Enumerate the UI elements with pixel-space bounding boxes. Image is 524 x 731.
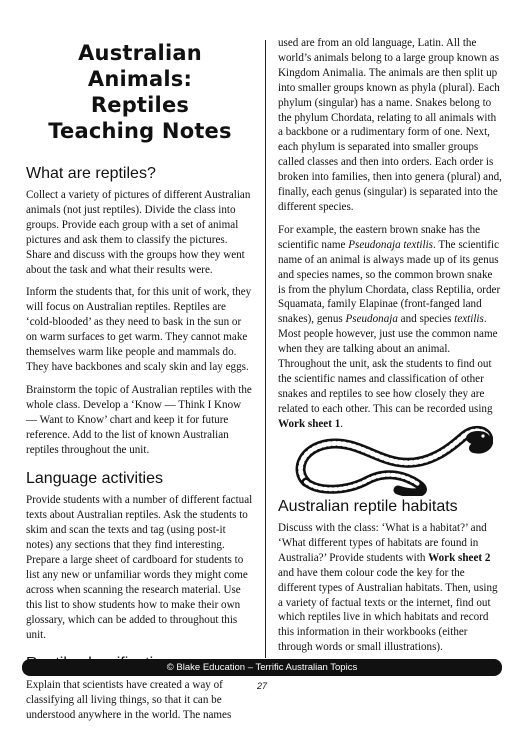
section-australian-reptile-habitats [278,497,502,663]
text-run: For example, the eastern brown snake has the scientific name [278,223,481,251]
paragraph [278,223,502,432]
paragraph: Explain that scientists have created a way of classifying all living things, so that it can be understood anywhere in the world. The names [26,679,232,722]
footer-bar [22,659,502,676]
section-language-activities [26,469,254,642]
left-column [26,0,254,731]
paragraph [278,521,502,655]
text-run: and species [397,313,455,326]
right-column [278,36,502,440]
heading-australian-reptile-habitats: Australian reptile habitats [278,498,458,515]
text-run: Discuss with the class: ‘What is a habitat?’ and ‘What different types of habitats are found in Australia?’ Provide students with [278,522,487,564]
section-what-are-reptiles [26,164,254,457]
paragraph: Inform the students that, for this unit of work, they will focus on Australian reptiles. Reptiles are ‘cold-blooded’ as they need to bask in the sun or on warm surfaces to get warm. They cannot make themselves warm like people and mammals do. They have backbones and scaly skin and lay eggs. [26,286,252,373]
text-run: . [340,417,344,430]
worksheet-reference: Work sheet 1 [278,417,341,430]
page-number: 27 [256,681,267,691]
paragraph: Brainstorm the topic of Australian reptiles with the whole class. Develop a ‘Know — Think I Know — Want to Know’ chart and keep it for future reference. Add to the list of known Australian reptiles throughout the unit. [26,383,252,456]
species-name: textilis [454,313,484,326]
paragraph: Collect a variety of pictures of different Australian animals (not just reptiles). Divide the class into groups. Provide each group with a set of animal pictures and ask them to classify the pictures. Share and discuss with the groups how they went about the task and what their results were. [26,189,251,276]
heading-what-are-reptiles: What are reptiles? [26,165,156,182]
title-line-2: Reptiles [90,93,190,117]
paragraph: used are from an old language, Latin. All the world’s animals belong to a large group known as Kingdom Animalia. The animals are then split up into smaller groups known as phyla (plural). Each phylum (singular) has a name. Snakes belong to the phylum Chordata, relating to all animals with a backbone or a rudimentary form of one. Next, each phylum is separated into smaller groups called classes and then into orders. Each order is broken into families, then into genera (plural) and, finally, each genus (singular) is separated into the different species. [278,37,502,213]
footer-text: © Blake Education – Terrific Australian Topics [166,662,358,673]
paragraph: Provide students with a number of different factual texts about Australian reptiles. Ask the students to skim and scan the texts and tag (using post-it notes) any sections that they find interesting. Prepare a large sheet of cardboard for students to list any new or unfamiliar words they might come across when scanning the research material. Use this list to show students how to make their own glossary, which can be added to throughout this unit. [26,494,253,641]
title-line-3: Teaching Notes [48,119,232,143]
text-run: and have them colour code the key for the different types of Australian habitats. Then, using a variety of factual texts or the internet, find out which reptiles live in which habitats and record this information in their workbooks (either through words or small illustrations). [278,566,498,654]
worksheet-reference: Work sheet 2 [428,551,491,564]
heading-language-activities: Language activities [26,470,163,488]
page-title [26,40,254,144]
snake-illustration [288,418,493,496]
title-line-1: Australian Animals: [78,41,202,91]
scientific-name: Pseudonaja textilis [348,238,433,251]
text-run: . The scientific name of an animal is always made up of its genus and species names, so the common brown snake is from the phylum Chordata, class Reptilia, order Squamata, family Elapinae (front-fanged land snakes), genus [278,238,501,326]
column-divider [265,40,266,658]
genus-name: Pseudonaja [345,313,398,326]
text-run: . Most people however, just use the common name when they are talking about an animal. Throughout the unit, ask the students to find out the scientific names and classification of other snakes and reptiles to see how closely they are related to each other. This can be recorded using [278,313,498,415]
